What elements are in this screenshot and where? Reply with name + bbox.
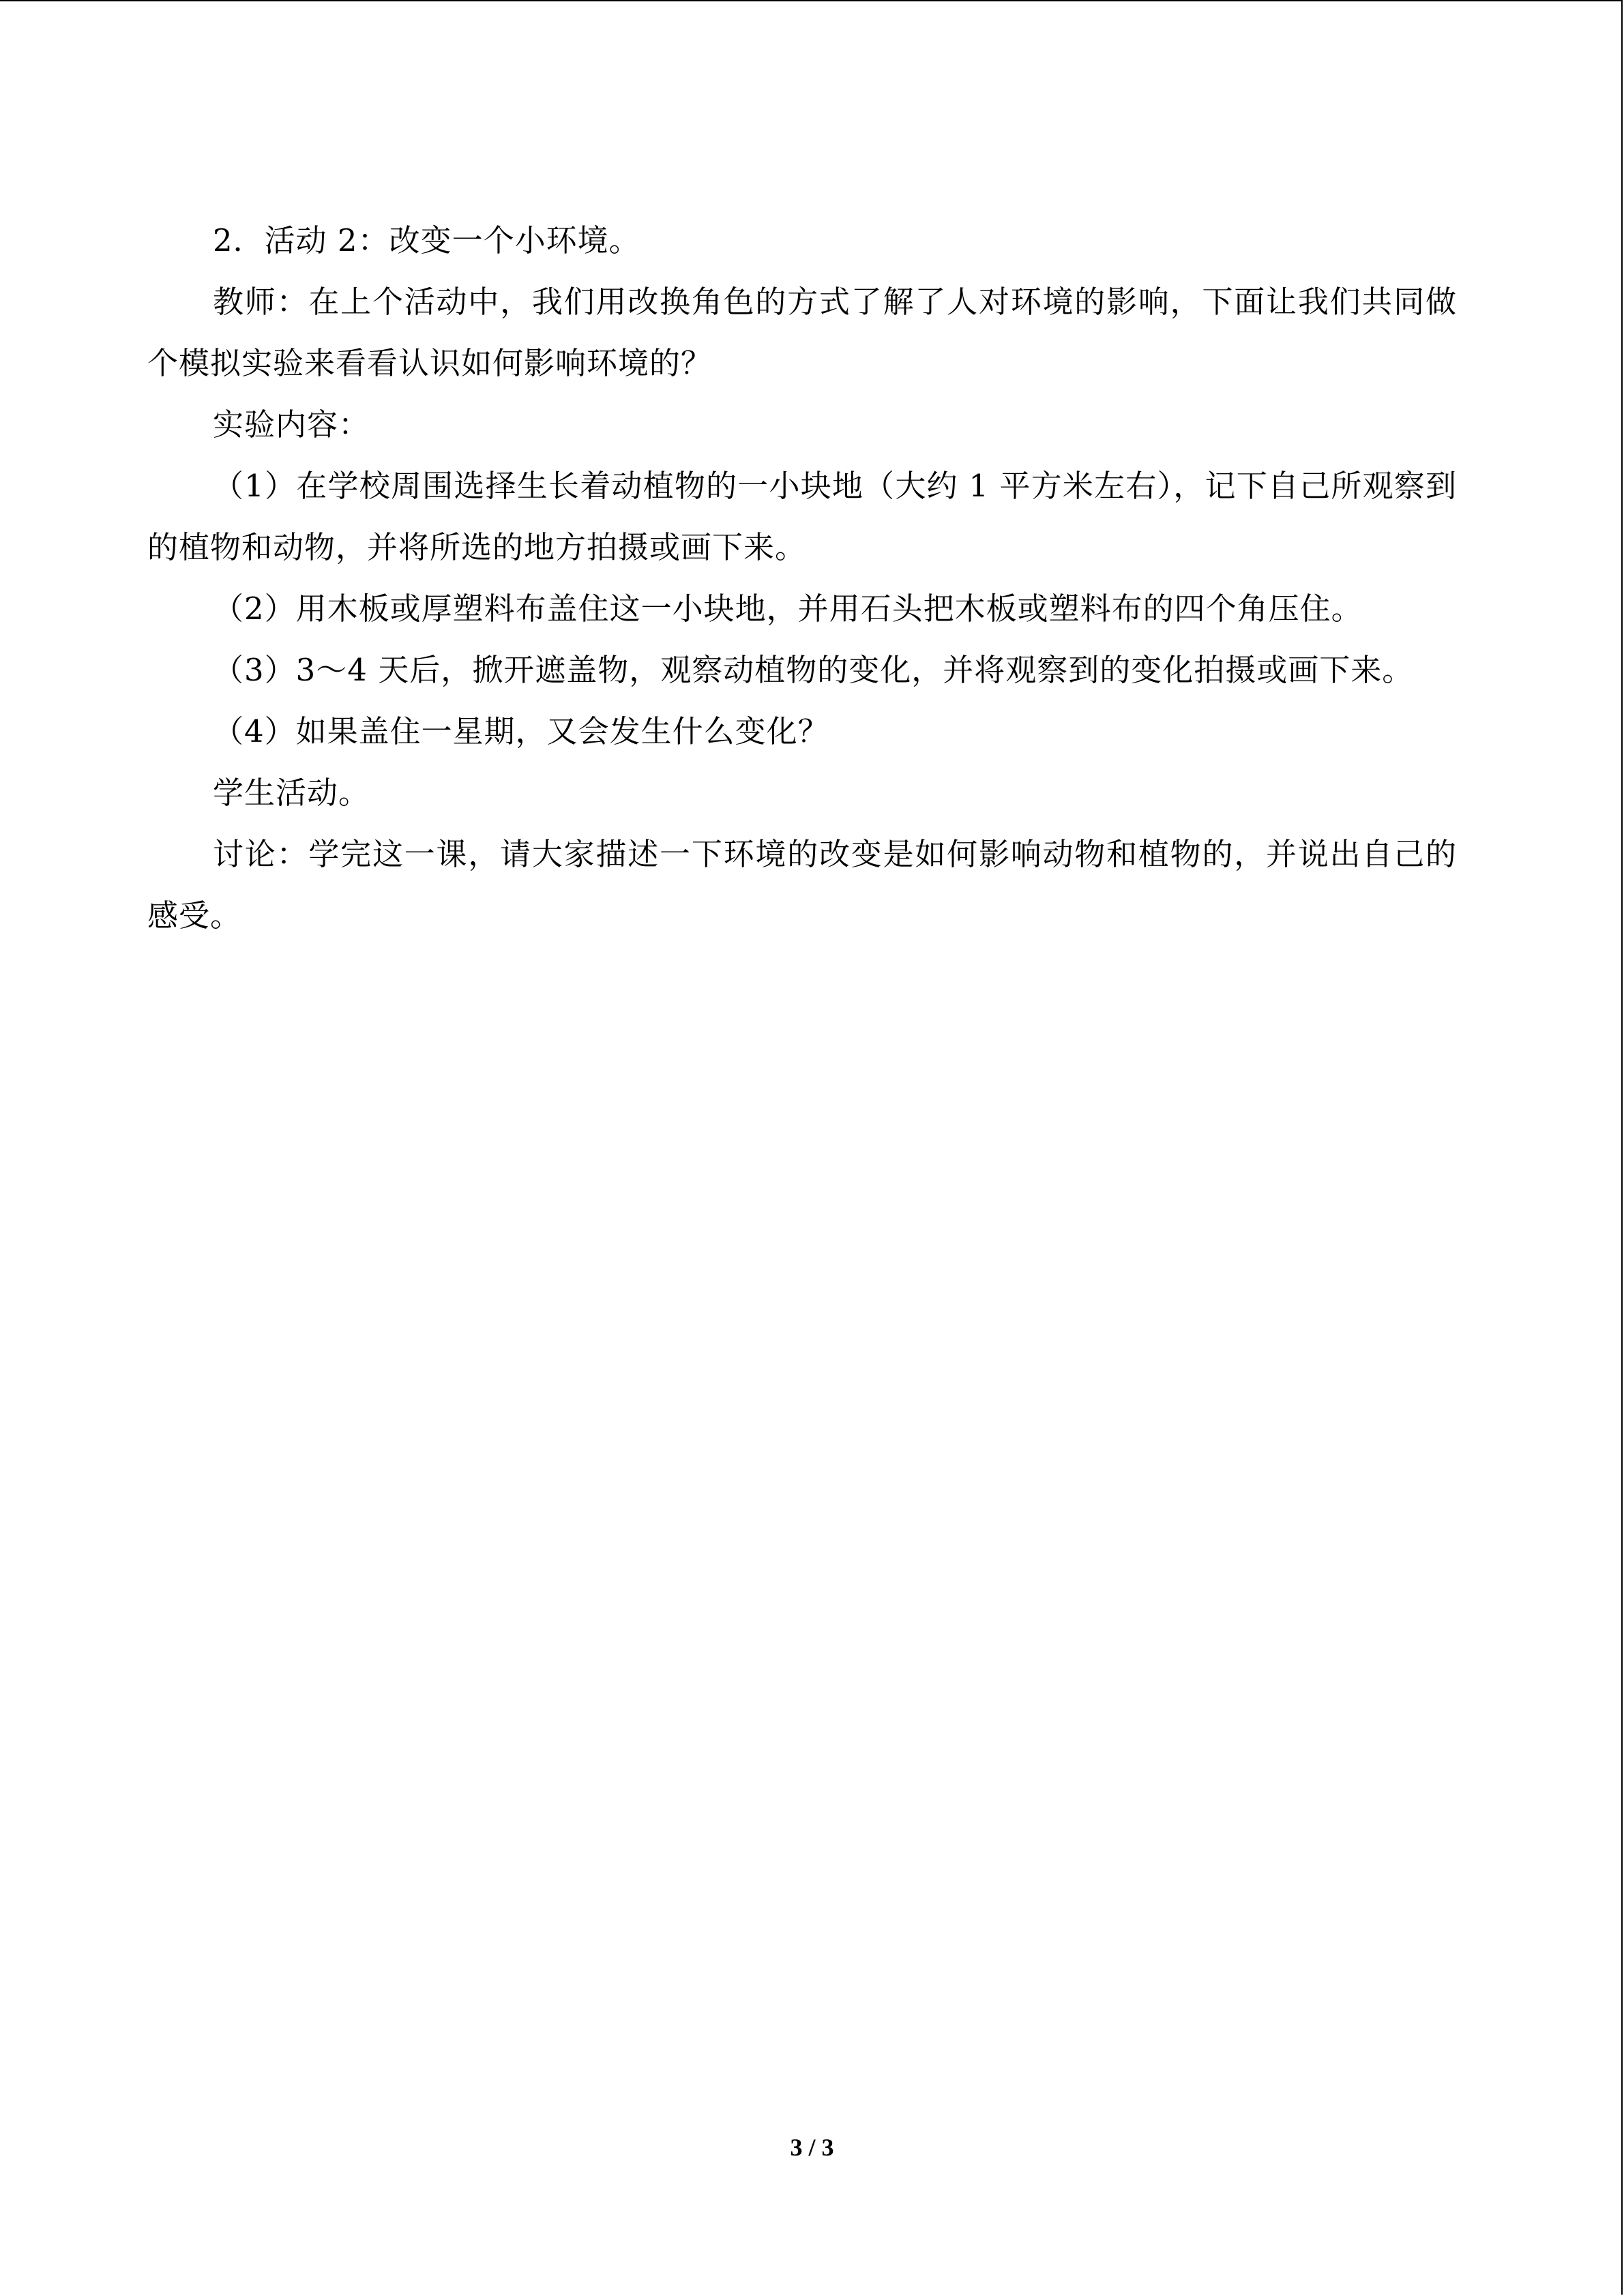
document-body (147, 210, 1457, 946)
student-activity: 学生活动。 (213, 775, 370, 811)
experiment-step-1: （1）在学校周围选择生长着动植物的一小块地（大约 1 平方米左右），记下自己所观察到的植物和动物，并将所选的地方拍摄或画下来。 (147, 468, 1457, 565)
experiment-step-3: （3）3～4 天后，掀开遮盖物，观察动植物的变化，并将观察到的变化拍摄或画下来。 (213, 652, 1414, 688)
experiment-content-label: 实验内容： (213, 406, 370, 443)
discussion-paragraph: 讨论：学完这一课，请大家描述一下环境的改变是如何影响动物和植物的，并说出自己的感受。 (147, 836, 1457, 934)
experiment-step-2: （2）用木板或厚塑料布盖住这一小块地，并用石头把木板或塑料布的四个角压住。 (213, 591, 1363, 627)
experiment-step-4: （4）如果盖住一星期，又会发生什么变化？ (213, 713, 829, 749)
page-number: 3 / 3 (790, 2134, 834, 2161)
teacher-paragraph: 教师：在上个活动中，我们用改换角色的方式了解了人对环境的影响，下面让我们共同做个模拟实验来看看认识如何影响环境的？ (147, 284, 1457, 381)
activity-heading: 2．活动 2：改变一个小环境。 (213, 222, 640, 258)
